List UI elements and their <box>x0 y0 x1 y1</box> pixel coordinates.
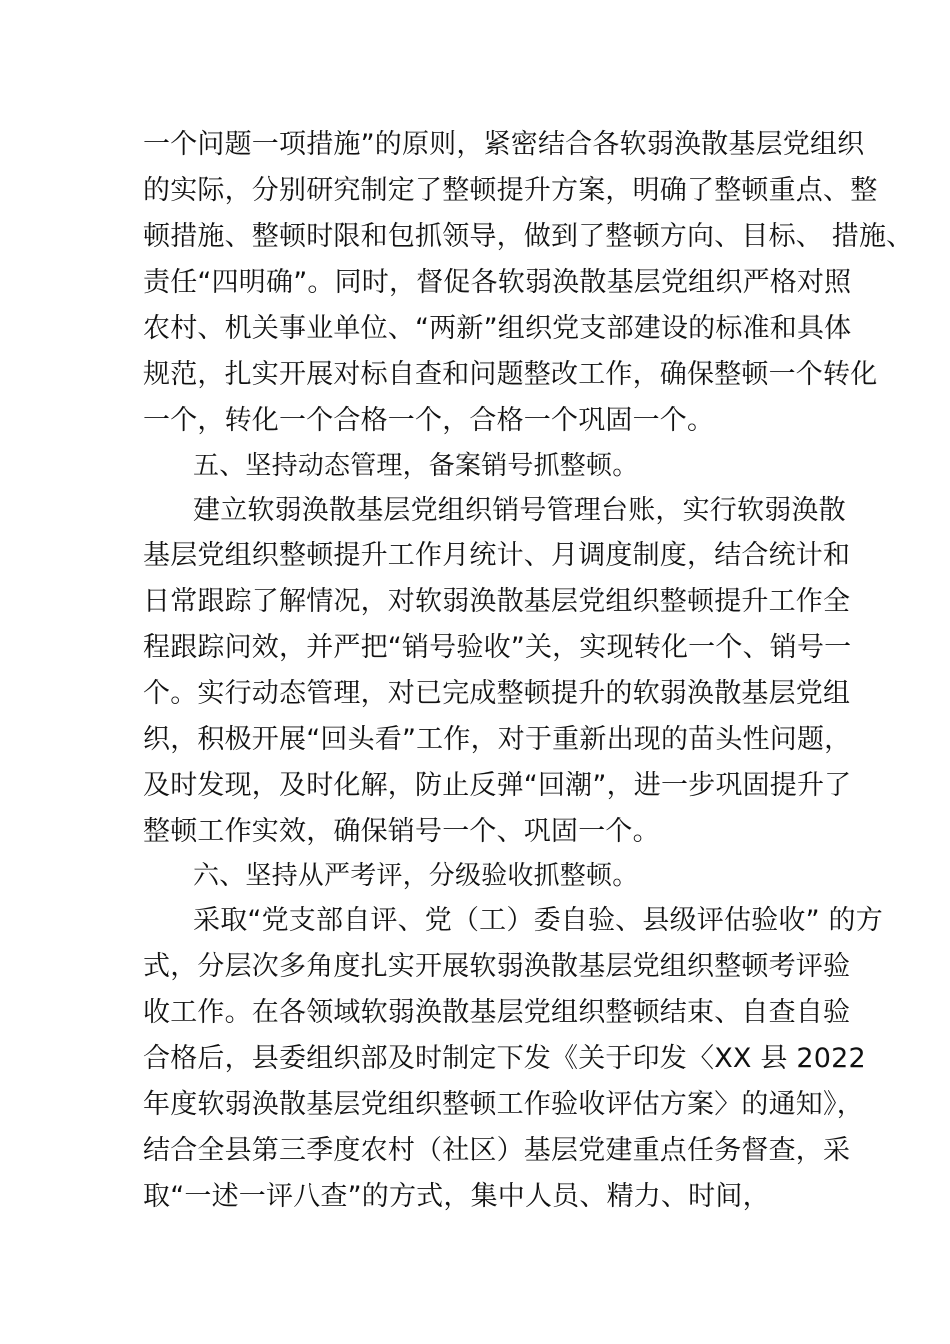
text-line: 采取“党支部自评、党（工）委自验、县级评估验收” 的方 <box>193 905 883 936</box>
section-heading: 五、坚持动态管理，备案销号抓整顿。 <box>193 451 639 481</box>
text-line: 一个问题一项措施”的原则，紧密结合各软弱涣散基层党组织 <box>143 129 865 160</box>
text-line: 整顿工作实效，确保销号一个、巩固一个。 <box>143 816 660 847</box>
text-line: 式，分层次多角度扎实开展软弱涣散基层党组织整顿考评验 <box>143 951 851 982</box>
text-line: 及时发现，及时化解，防止反弹“回潮”，进一步巩固提升了 <box>143 770 852 801</box>
text-line: 基层党组织整顿提升工作月统计、月调度制度，结合统计和 <box>143 540 851 571</box>
text-line: 合格后，县委组织部及时制定下发《关于印发〈XX 县 2022 <box>143 1043 866 1074</box>
text-line: 个。实行动态管理，对已完成整顿提升的软弱涣散基层党组 <box>143 678 851 709</box>
text-line: 规范，扎实开展对标自查和问题整改工作，确保整顿一个转化 <box>143 359 878 390</box>
section-heading: 六、坚持从严考评，分级验收抓整顿。 <box>193 861 639 891</box>
text-line: 日常跟踪了解情况，对软弱涣散基层党组织整顿提升工作全 <box>143 586 851 617</box>
text-line: 织，积极开展“回头看”工作，对于重新出现的苗头性问题， <box>143 724 852 755</box>
text-line: 一个，转化一个合格一个，合格一个巩固一个。 <box>143 405 715 436</box>
text-line: 程跟踪问效，并严把“销号验收”关，实现转化一个、销号一 <box>143 632 852 663</box>
text-line: 结合全县第三季度农村（社区）基层党建重点任务督查，采 <box>143 1135 851 1166</box>
text-line: 取“一述一评八查”的方式，集中人员、精力、时间， <box>143 1181 770 1212</box>
text-line: 收工作。在各领域软弱涣散基层党组织整顿结束、自查自验 <box>143 997 851 1028</box>
text-line: 年度软弱涣散基层党组织整顿工作验收评估方案〉的通知》， <box>143 1089 864 1120</box>
text-line: 顿措施、整顿时限和包抓领导，做到了整顿方向、目标、 措施、 <box>143 221 914 252</box>
text-line: 建立软弱涣散基层党组织销号管理台账，实行软弱涣散 <box>193 495 846 526</box>
text-line: 的实际，分别研究制定了整顿提升方案，明确了整顿重点、整 <box>143 175 878 206</box>
text-line: 农村、机关事业单位、“两新”组织党支部建设的标准和具体 <box>143 313 852 344</box>
text-line: 责任“四明确”。同时，督促各软弱涣散基层党组织严格对照 <box>143 267 852 298</box>
